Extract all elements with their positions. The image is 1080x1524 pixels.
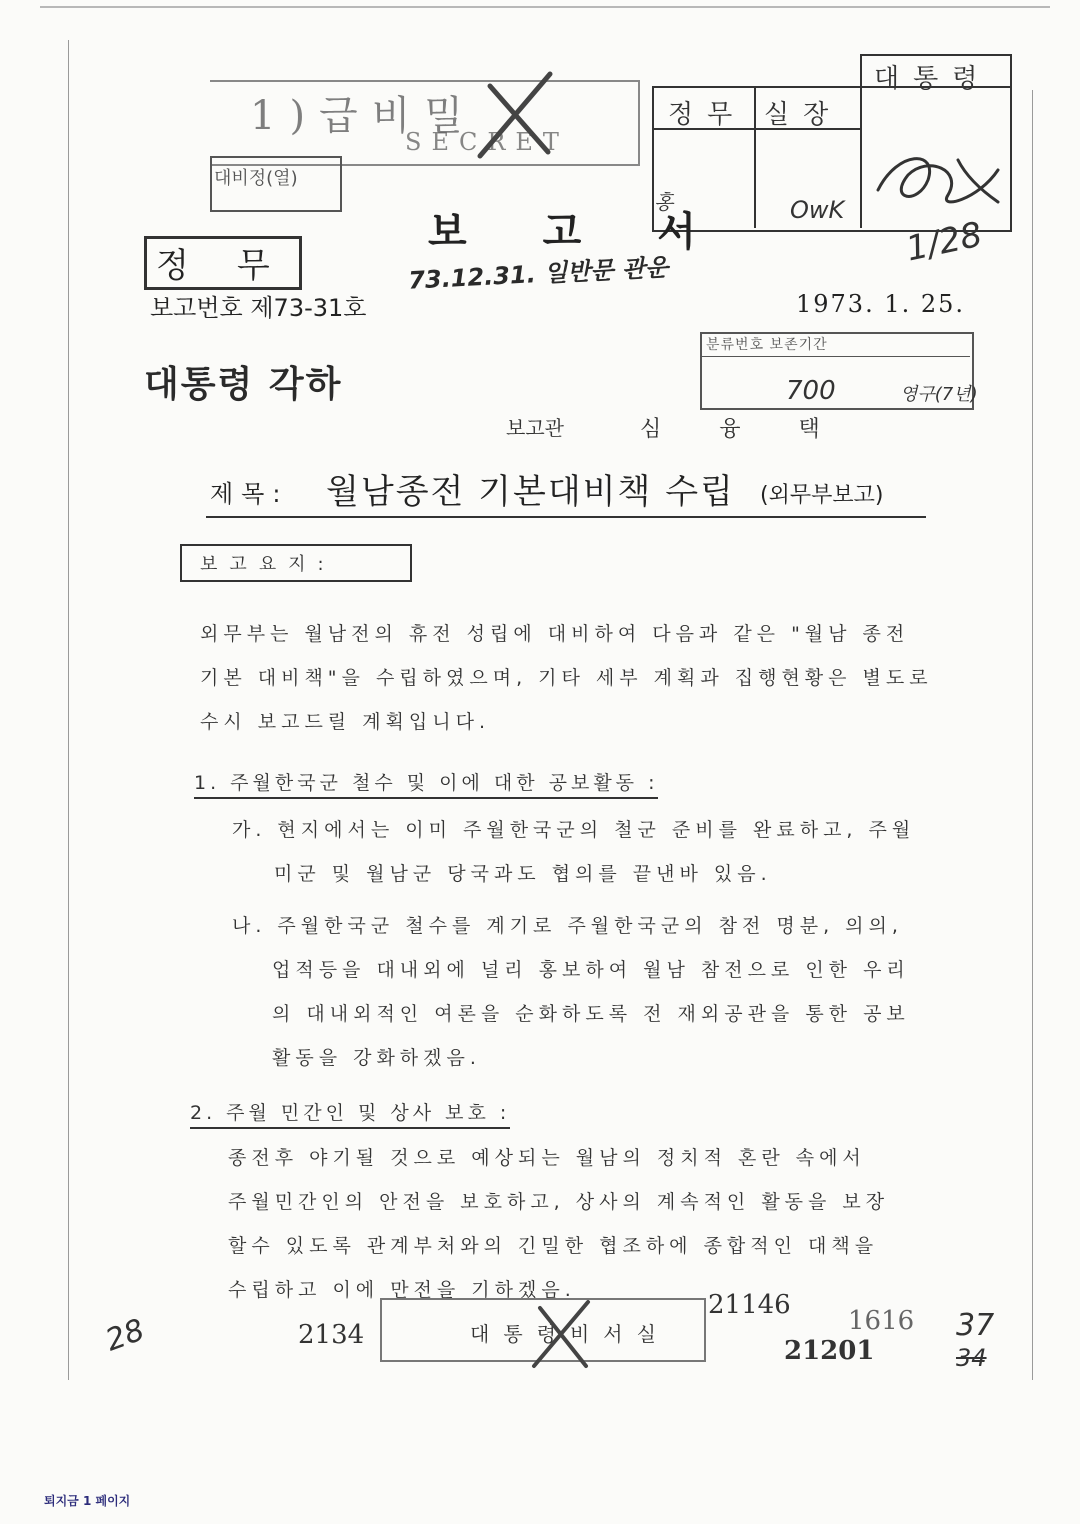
report-number: 보고번호 제73-31호 (150, 294, 367, 322)
reporter-label: 보고관 (506, 416, 564, 440)
section-2-line: 주월민간인의 안전을 보호하고, 상사의 계속적인 활동을 보장 (228, 1191, 890, 1213)
section-2-line: 할수 있도록 관계부처와의 긴밀한 협조하에 종합적인 대책을 (228, 1235, 879, 1257)
section-2-line: 종전후 야기될 것으로 예상되는 월남의 정치적 혼란 속에서 (228, 1147, 866, 1169)
division-stamp: 정무 (156, 246, 318, 286)
retention-label: 분류번호 보존기간 (706, 337, 828, 353)
approval-chief-label: 정무 (668, 100, 747, 130)
section-1-item-na: 활동을 강화하겠음. (272, 1047, 481, 1069)
doc-number: 1616 (848, 1306, 915, 1336)
cross-mark-icon (470, 66, 560, 166)
doc-number: 21201 (784, 1336, 875, 1366)
approval-president-label: 대통령 (874, 64, 992, 94)
page-number: 37 (956, 1308, 995, 1343)
retention-divider (700, 356, 970, 357)
approval-divider (860, 86, 862, 228)
president-signature-icon (868, 140, 1008, 220)
section-1-heading: 1. 주월한국군 철수 및 이에 대한 공보활동 : (194, 768, 658, 799)
approval-office-label: 실장 (764, 100, 843, 130)
right-border (1032, 90, 1033, 1380)
summary-label: 보고요지: (200, 554, 336, 575)
left-border (68, 40, 69, 1380)
subject-underline (206, 516, 926, 518)
secret-stamp-korean: 1)급비밀 (250, 93, 477, 139)
handwritten-date: 73.12.31. 일반문 관운 (407, 253, 669, 295)
subject-value: 월남종전 기본대비책 수립 (326, 472, 735, 512)
approval-office-signature: OwK (790, 196, 845, 224)
section-2-heading: 2. 주월 민간인 및 상사 보호 : (190, 1098, 510, 1129)
cross-mark-icon (526, 1294, 596, 1374)
section-2-line: 수립하고 이에 만전을 기하겠음. (228, 1279, 576, 1301)
handwritten-mark: 28 (101, 1312, 150, 1359)
summary-line: 외무부는 월남전의 휴전 성립에 대비하여 다음과 같은 "월남 종전 (200, 623, 910, 645)
section-1-item-ga: 미군 및 월남군 당국과도 협의를 끝낸바 있음. (274, 863, 772, 885)
bottom-stamp: 대통령비서실 (470, 1322, 670, 1346)
subject-label: 제목: (210, 480, 289, 508)
section-1-item-na: 나. 주월한국군 철수를 계기로 주월한국군의 참전 명분, 의의, (232, 915, 903, 937)
section-1-item-ga: 가. 현지에서는 이미 주월한국군의 철군 준비를 완료하고, 주월 (232, 819, 916, 841)
page-number-old: 34 (956, 1344, 987, 1372)
subject-note: (외무부보고) (760, 483, 884, 508)
report-date: 1973. 1. 25. (796, 290, 966, 318)
doc-number-left: 2134 (298, 1320, 365, 1350)
approval-chief-mark: 홍 (654, 190, 674, 214)
addressee: 대통령 각하 (144, 364, 343, 405)
president-approval-date: 1/28 (902, 214, 986, 270)
top-border (40, 6, 1050, 8)
doc-number: 21146 (708, 1290, 791, 1320)
document-title: 보고서 (428, 209, 772, 255)
section-1-item-na: 업적등을 대내외에 널리 홍보하여 월남 참전으로 인한 우리 (272, 959, 910, 981)
daebi-stamp: 대비정(열) (214, 168, 298, 189)
summary-line: 기본 대비책"을 수립하였으며, 기타 세부 계획과 집행현황은 별도로 (200, 667, 933, 689)
summary-line: 수시 보고드릴 계획입니다. (200, 711, 491, 733)
footer-label: 퇴지금 1 페이지 (44, 1494, 131, 1508)
classification-number: 700 (786, 376, 836, 406)
secret-stamp-english: SECRET (405, 128, 569, 156)
reporter-name: 심융택 (640, 417, 878, 442)
retention-period: 영구(7년) (900, 384, 978, 405)
section-1-item-na: 의 대내외적인 여론을 순화하도록 전 재외공관을 통한 공보 (272, 1003, 910, 1025)
